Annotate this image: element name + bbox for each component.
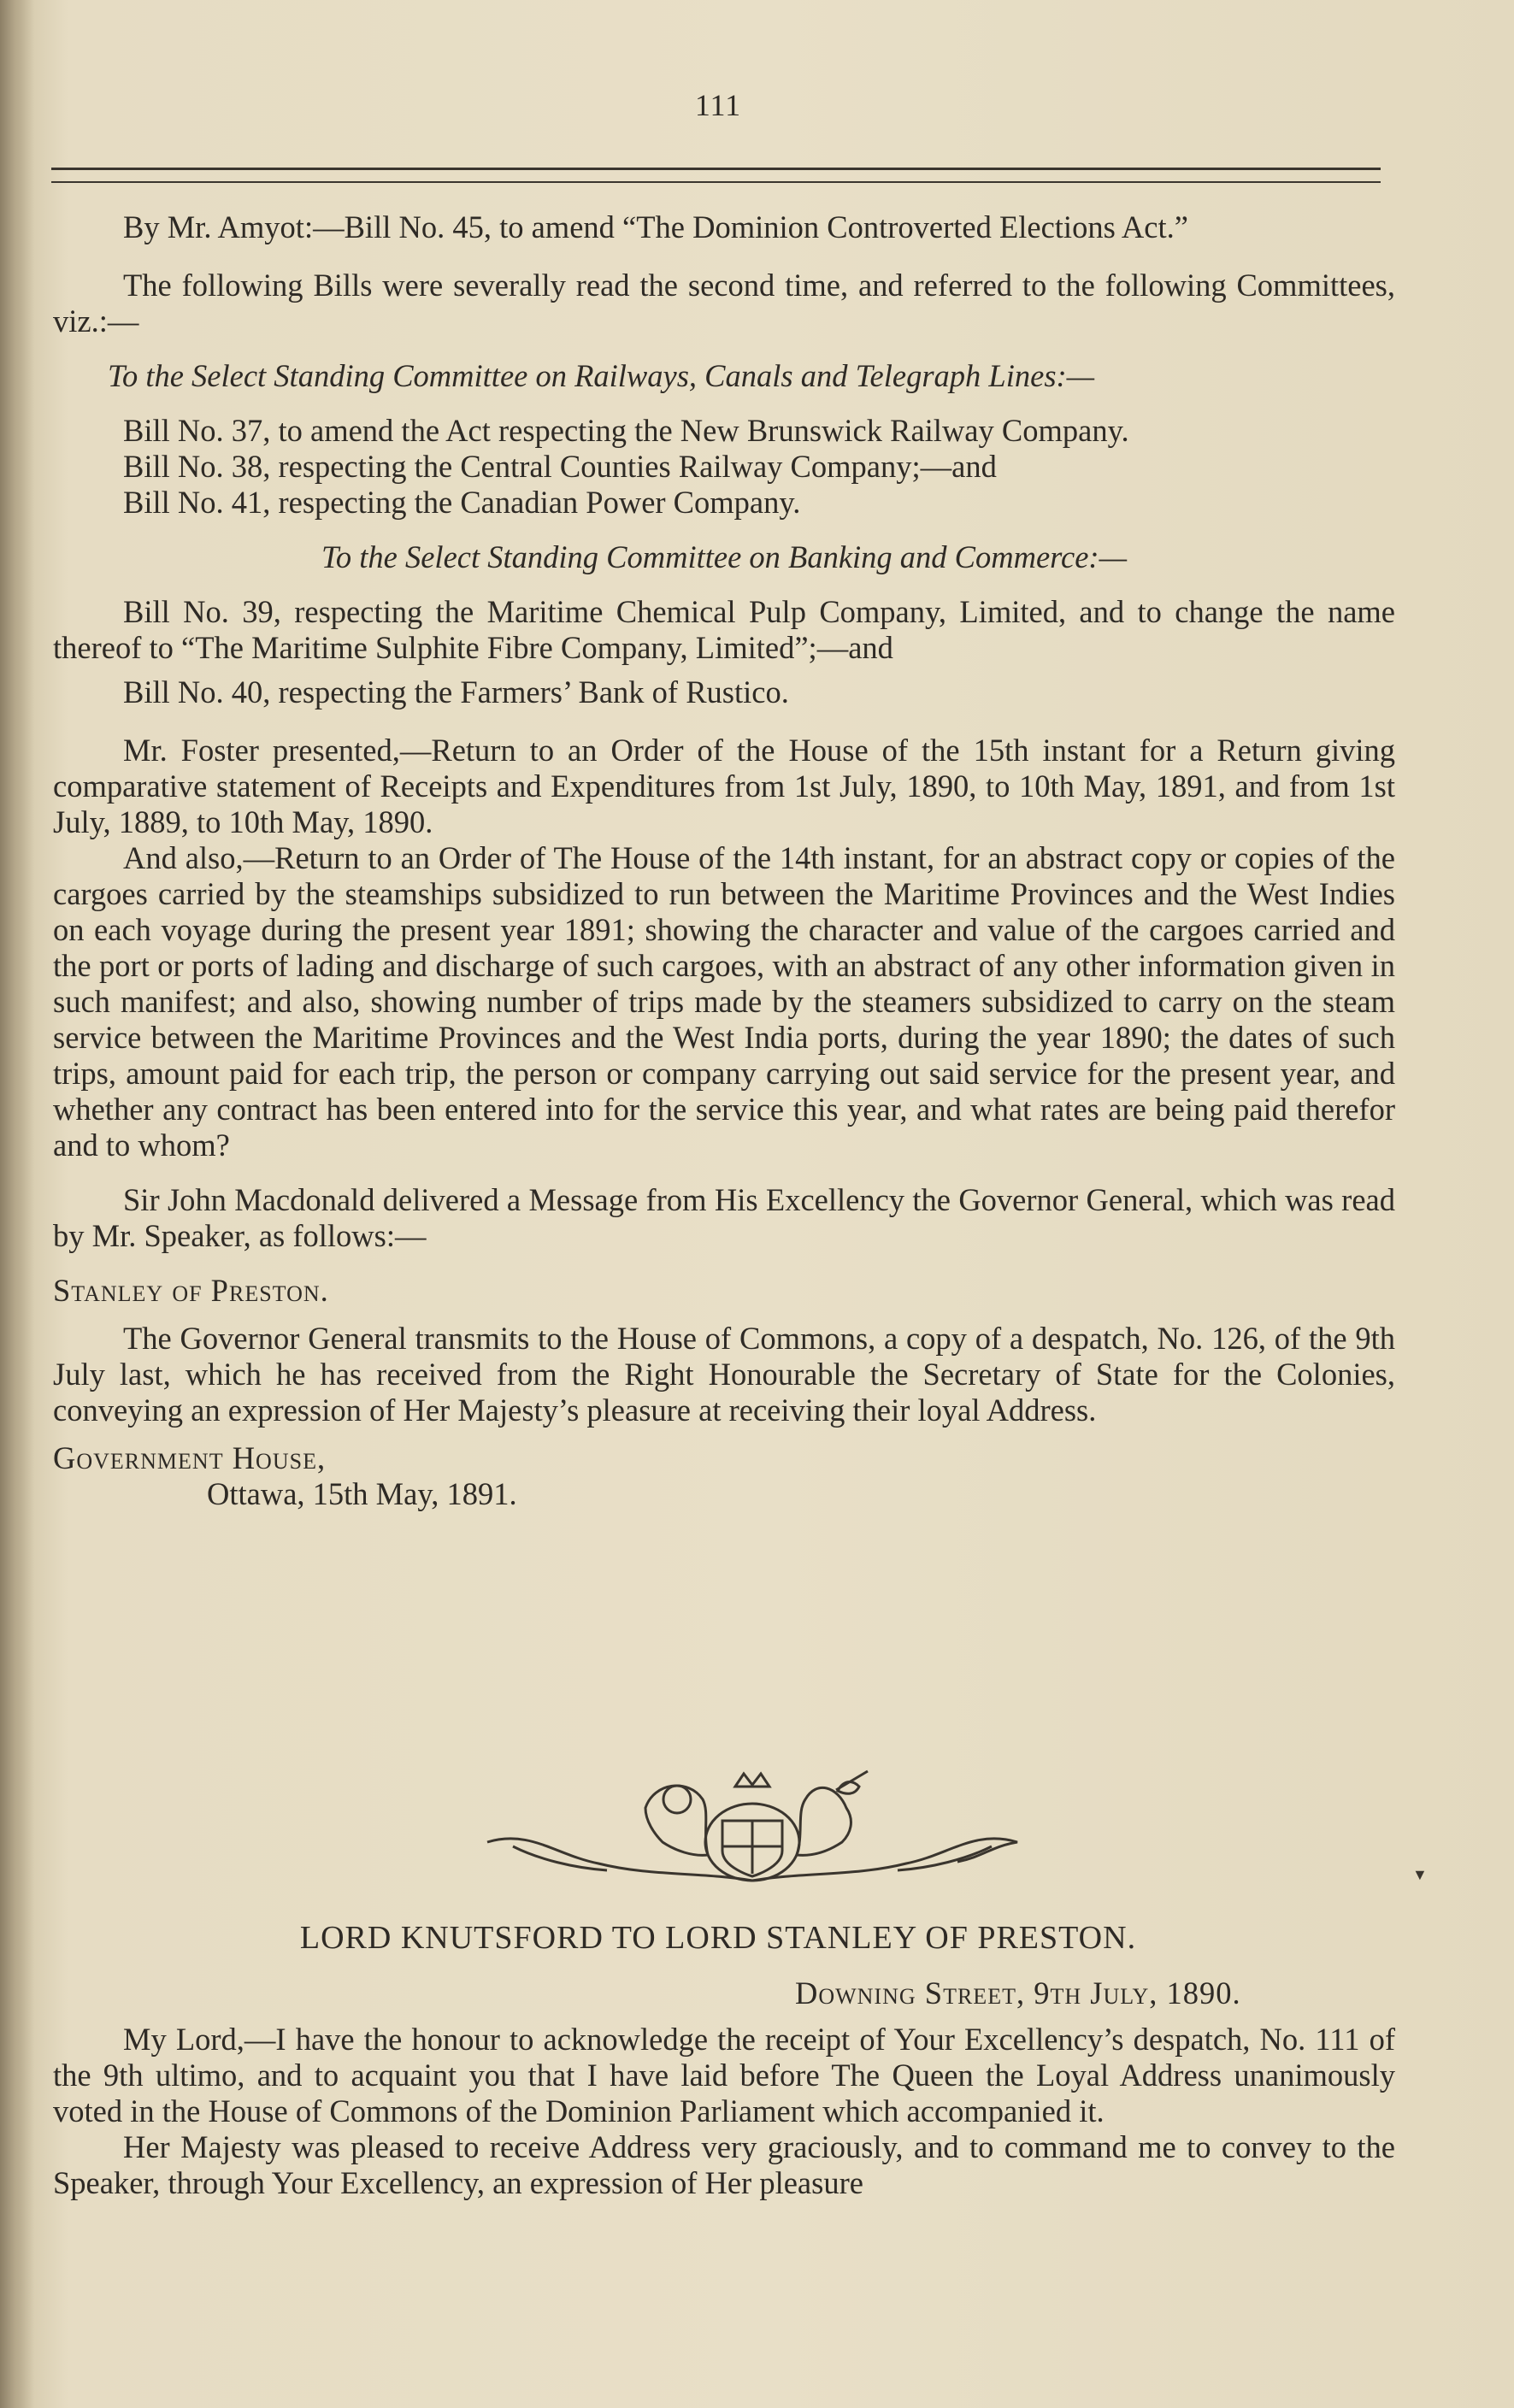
letter-heading: LORD KNUTSFORD TO LORD STANLEY OF PRESTON. <box>299 1920 1137 1956</box>
header-rule-thin <box>51 181 1381 183</box>
heading-railways-committee: To the Select Standing Committee on Railways, Canals and Telegraph Lines:— <box>108 358 1095 393</box>
paragraph-governor-transmits: The Governor General transmits to the House of Commons, a copy of a despatch, No. 126, of the 9th July last, which he has received from the Right Honourable the Secretary of State for the Colonies, conveying an expression of Her Majesty’s pleasure at receiving their loyal Address. <box>53 1321 1395 1428</box>
bill-41: Bill No. 41, respecting the Canadian Power Company. <box>123 485 801 520</box>
bill-40: Bill No. 40, respecting the Farmers’ Bank of Rustico. <box>123 674 789 709</box>
paragraph-second-reading: The following Bills were severally read the second time, and referred to the following Committees, viz.:— <box>53 268 1395 339</box>
journal-body <box>53 209 1395 1512</box>
paragraph-amyot: By Mr. Amyot:—Bill No. 45, to amend “The Dominion Controverted Elections Act.” <box>123 209 1188 244</box>
bill-38: Bill No. 38, respecting the Central Counties Railway Company;—and <box>123 449 997 484</box>
bill-39: Bill No. 39, respecting the Maritime Chemical Pulp Company, Limited, and to change the name thereof to “The Maritime Sulphite Fibre Company, Limited”;—and <box>53 594 1395 665</box>
paragraph-foster-return: Mr. Foster presented,—Return to an Order of the House of the 15th instant for a Return giving comparative statement of Receipts and Expenditures from 1st July, 1890, to 10th May, 1891, and from 1st July, 1889, to 10th May, 1890. <box>53 733 1395 839</box>
letter-paragraph-1: My Lord,—I have the honour to acknowledge the receipt of Your Excellency’s despatch, No. 111 of the 9th ultimo, and to acquaint you that I have laid before The Queen the Loyal Address unanimously voted in the House of Commons of the Dominion Parliament which accompanied it. <box>53 2022 1395 2128</box>
book-gutter <box>0 0 34 2408</box>
paragraph-macdonald-message: Sir John Macdonald delivered a Message from His Excellency the Governor General, which was read by Mr. Speaker, as follows:— <box>53 1182 1395 1253</box>
heading-banking-committee: To the Select Standing Committee on Banking and Commerce:— <box>321 539 1128 574</box>
ottawa-date: Ottawa, 15th May, 1891. <box>207 1476 517 1511</box>
paragraph-also-return: And also,—Return to an Order of The House of the 14th instant, for an abstract copy or copies of the cargoes carried by the steamships subsidized to run between the Maritime Provinces and the West Indies on each voyage during the present year 1891; showing the character and value of the cargoes carried and the port or ports of lading and discharge of such cargoes, with an abstract of any other information given in such manifest; and also, showing number of trips made by the steamers subsidized to carry on the steam service between the Maritime Provinces and the West India ports, during the year 1890; the dates of such trips, amount paid for each trip, the person or company carrying out said service for the present year, and whether any contract has been entered into for the service this year, and what rates are being paid therefor and to whom? <box>53 840 1395 1163</box>
header-rule <box>51 168 1381 170</box>
royal-coat-of-arms-icon <box>479 1761 1026 1898</box>
letter-dateline: Downing Street, 9th July, 1890. <box>795 1975 1241 2011</box>
signature: Stanley of Preston. <box>53 1273 329 1308</box>
letter-paragraph-2: Her Majesty was pleased to receive Address very graciously, and to command me to convey to the Speaker, through Your Excellency, an expression of Her pleasure <box>53 2129 1395 2200</box>
page-number: 111 <box>694 88 742 122</box>
letter-body <box>53 2022 1395 2201</box>
bill-37: Bill No. 37, to amend the Act respecting the New Brunswick Railway Company. <box>123 413 1129 448</box>
margin-mark: ▼ <box>1412 1866 1428 1883</box>
government-house: Government House, <box>53 1440 327 1475</box>
